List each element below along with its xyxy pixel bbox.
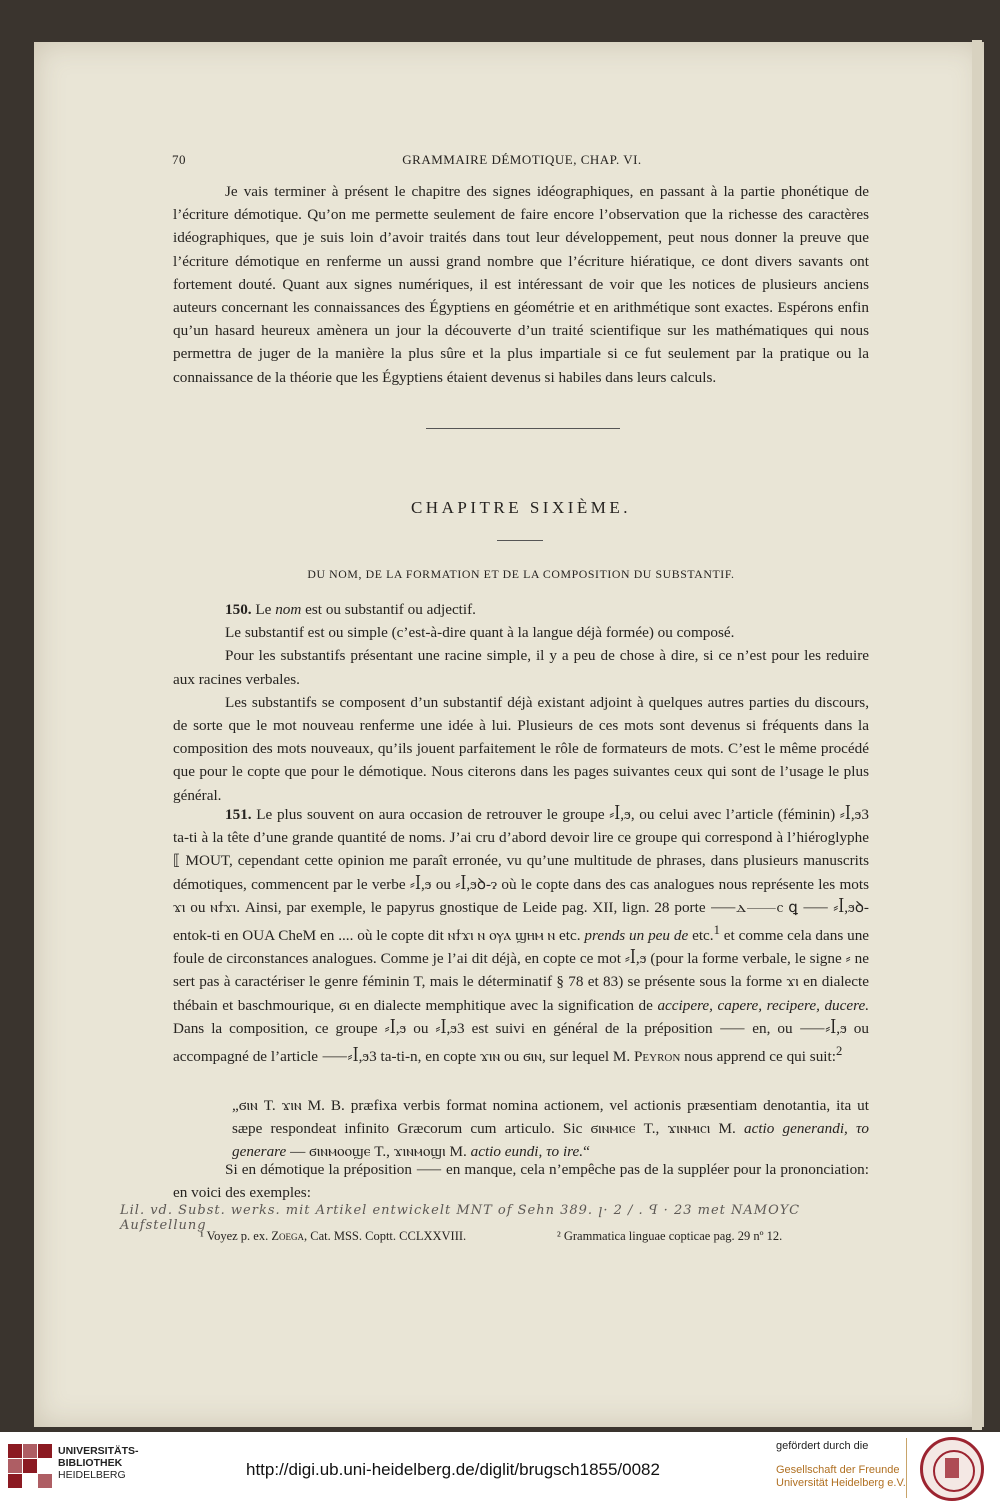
paragraph: Les substantifs se composent d’un substantif déjà existant adjoint à quelques autres parties du discours, de sorte que le mot nouveau renferme une idée à lui. Plusieurs de ces mots sont devenus si fréquents dans la composition des mots nouveaux, qu’ils jouent parfaitement le rôle de formateurs de mots. C’est le même procédé que pour le copte que pour le démotique. Nous citerons dans les pages suivantes ceux qui sont de l’usage le plus général. — [173, 693, 869, 804]
library-name-line: UNIVERSITÄTS- — [58, 1445, 139, 1457]
text: — ϭⲓⲛⲙⲟⲟϣⲉ T., ϫⲓⲛⲙⲟϣⲓ M. — [290, 1143, 467, 1161]
page-number: 70 — [172, 152, 186, 167]
section-151 — [173, 803, 869, 1068]
text: Le — [255, 601, 272, 618]
latin-quote — [232, 1094, 869, 1164]
author-name: Zoega — [271, 1229, 304, 1243]
text: Dans la composition, ce groupe ⸗ꟾ,ϧ ou ⸗ꟾ,ϧ3 est suivi en général de la préposition ⸺ en, ou ⸺⸗ꟾ,ϧ ou accompagné de l’article ⸺⸗ꟾ,ϧ3 ta-ti-n, en copte ϫⲓⲛ ou ϭⲓⲛ, sur lequel M. — [173, 1019, 869, 1066]
paragraph: Si en démotique la préposition ⸺ en manque, cela n’empêche pas de la suppléer pour la prononciation: en voici des exemples: — [173, 1161, 869, 1202]
emphasis: accipere, capere, recipere, ducere. — [657, 996, 869, 1014]
intro-paragraph — [173, 180, 869, 389]
text: Le plus souvent on aura occasion de retrouver le groupe ⸗ꟾ,ϧ, ou celui avec l’article (féminin) ⸗ꟾ,ϧ3 ta-ti à la tête d’une grande quantité de noms. J’ai cru d’abord devoir lire ce groupe qui correspond à l’hiéroglyphe ⟦ MOUT, cependant cette opinion me paraît erronée, vu qu’une multitude de phrases, dans plusieurs manuscrits démotiques, commencent par le verbe ⸗ꟾ,ϧ ou ⸗ꟾ,ϧꝺ-ɂ où le copte dans des cas analogues nous représente les mots ϫⲓ ou ⲛϯϫⲓ. Ainsi, par exemple, le papyrus gnostique de Leide pag. XII, lign. 28 porte ⸺ⲇ⸺ⲥ ꝗ ⸺ ⸗ꟾ,ϧꝺ- entok-ti en OUA CheM en .... où le copte dit ⲛϯϫⲓ ⲛ ⲟⲩⲁ ϣⲏⲙ ⲛ etc. — [173, 806, 869, 945]
chapter-subtitle: DU NOM, DE LA FORMATION ET DE LA COMPOSITION DU SUBSTANTIF. — [307, 567, 735, 581]
author-name: Peyron — [633, 1048, 681, 1066]
section-number: 151. — [225, 806, 252, 823]
text: etc. — [692, 927, 714, 945]
sponsor-name-line: Universität Heidelberg e.V. — [776, 1477, 906, 1489]
footer-bar — [0, 1432, 1000, 1506]
emphasis: actio eundi, το ire. — [470, 1143, 584, 1161]
footer-divider — [906, 1438, 907, 1498]
section-number: 150. — [225, 601, 252, 618]
text: et comme cela dans une foule de circonstances analogues. Comme je l’ai dit déjà, en copte ce mot ⸗ꟾ,ϧ (pour la forme verbale, le signe ⸗ ne sert pas à caractériser le genre féminin T, mais le déterminatif § 78 et 83) se présente sous la forme ϫⲓ en dialecte thébain et baschmourique, ϭⲓ en dialecte memphitique avec la signification de — [173, 927, 870, 1014]
text: “ — [583, 1143, 590, 1161]
library-name-line: BIBLIOTHEK — [58, 1457, 123, 1469]
footnote-ref: 2 — [835, 1044, 843, 1059]
permalink[interactable]: http://digi.ub.uni-heidelberg.de/diglit/brugsch1855/0082 — [246, 1460, 660, 1479]
footnote-2: ² Grammatica linguae copticae pag. 29 nº 12. — [557, 1229, 783, 1243]
handwritten-annotation: Lil. vd. Subst. werks. mit Artikel entwickelt MNT of Sehn 389. ꞁ· 2 / . ꟼ · 23 met NAMOYC Aufstellung — [120, 1203, 801, 1233]
emphasis: nom — [275, 601, 302, 618]
text: „ϭⲓⲛ T. ϫⲓⲛ M. B. præfixa verbis format nomina actionem, vel actionis præsentiam denotantia, ita ut sæpe respondeat infinito Græcorum cum articulo. Sic ϭⲓⲛⲙⲓⲥⲉ T., ϫⲓⲛⲙⲓⲥⲓ M. — [232, 1097, 869, 1138]
closing-paragraph — [173, 1158, 869, 1204]
footnote-ref: 1 — [713, 923, 720, 938]
text: est ou substantif ou adjectif. — [305, 601, 476, 618]
university-seal-icon — [920, 1437, 984, 1501]
intro-text: Je vais terminer à présent le chapitre des signes idéographiques, en passant à la partie phonétique de l’écriture démotique. Qu’on me permette seulement de faire encore l’observation que la richesse des caractères idéographiques, que je suis loin d’avoir traités dans tout leur développement, peut nous donner la preuve que l’écriture démotique en renferme un aussi grand nombre que l’écriture hiératique, ce dont divers savants ont fortement douté. Quant aux signes numériques, il est intéressant de voir que les notices de plusieurs anciens auteurs concernant les connaissances des Égyptiens en géométrie et en arithmétique sont exactes. Espérons enfin qu’un hasard heureux amènera un jour la découverte d’un traité scientifique sur les mathématiques qui nous permettra de juger de la manière la plus sûre et la plus impartiale si ce fut seulement par la pratique ou la connaissance de la théorie que les Égyptiens étaient devenus si habiles dans leurs calculs. — [173, 183, 869, 386]
sponsor-name-line: Gesellschaft der Freunde — [776, 1464, 900, 1476]
page-edge — [972, 40, 982, 1430]
library-logo-icon — [8, 1444, 52, 1488]
library-name-line: HEIDELBERG — [58, 1469, 126, 1481]
emphasis: actio generandi, το generare — [232, 1120, 870, 1161]
paragraph: Le substantif est ou simple (c’est-à-dire quant à la langue déjà formée) ou composé. — [225, 624, 735, 642]
text: nous apprend ce qui suit: — [684, 1048, 836, 1066]
section-divider — [426, 428, 620, 429]
library-name — [58, 1445, 139, 1481]
footnote-1 — [200, 1229, 466, 1244]
section-150 — [173, 598, 869, 807]
sponsor-label: gefördert durch die — [776, 1440, 869, 1452]
chapter-title: CHAPITRE SIXIÈME. — [410, 498, 632, 517]
sponsor-name — [776, 1464, 906, 1490]
text: Voyez p. ex. — [206, 1229, 269, 1243]
text: , Cat. MSS. Coptt. CCLXXVIII. — [303, 1229, 467, 1243]
footnote-number: ¹ — [200, 1229, 204, 1243]
emphasis: prends un peu de — [584, 927, 689, 945]
running-title: GRAMMAIRE DÉMOTIQUE, CHAP. VI. — [402, 152, 642, 167]
chapter-rule — [497, 540, 543, 541]
paragraph: Pour les substantifs présentant une racine simple, il y a peu de chose à dire, si ce n’est pour les reduire aux racines verbales. — [173, 647, 869, 688]
